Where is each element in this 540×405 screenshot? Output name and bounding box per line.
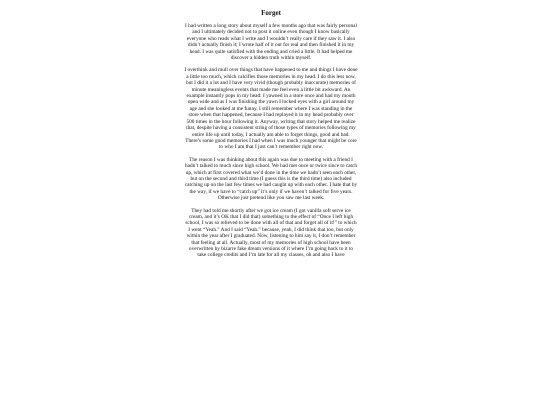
paragraph: The reason I was thinking about this again was due to meeting with a friend I hadn’t talked to much since high school. We had met once or twice since to catch up, which at first covered what we’d done in the time we hadn’t seen each other, but on the second and third time (I guess this is the third time) also included catching up on the last few times we had caught up with each other. I hate that by the way, if we have to “catch up” it’s only if we haven’t talked for five years. Otherwise just pretend like you saw me last week. bbox=[184, 156, 358, 202]
document-title: Forget bbox=[261, 9, 281, 17]
paragraph: They had told me shortly after we got ice cream (I got vanilla soft serve ice cream, and it’s OK that I did that) something to the effect of “Once I left high school, I was so relieved to be done with all of that and forget all of it!” to which I went “Yeah.” And I said “Yeah.” because, yeah, I did think that too, but only within the year after I graduated. Now, listening to him say it, I don’t remember that feeling at all. Actually, most of my memories of high school have been overwritten by bizarre fake dream versions of it where I’m going back to it to take college credits and I’m late for all my classes, oh and also I have bbox=[185, 207, 357, 259]
paragraph: I had written a long story about myself a few months ago that was fairly personal and I ultimately decided not to post it online even though I know basically everyone who reads what I write and I wouldn’t really care if they saw it. I also didn’t actually finish it; I wrote half of it out for real and then finished it in my head. I was quite satisfied with the ending and cried a little. It had helped me discover a hidden truth within myself. bbox=[185, 23, 357, 62]
document-body bbox=[184, 9, 358, 265]
paragraph: I overthink and mull over things that have happened to me and things I have done a little too much, which calcifies those memories in my head. I do this less now, but I did it a lot and I have very vivid (though probably inaccurate) memories of minute meaningless events that made me feel even a little bit awkward. An example instantly pops in my head: I yawned in a store once and had my mouth open wide and as I was finishing the yawn I locked eyes with a girl around my age and she looked at me funny. I still remember where I was standing in the store when that happened, because I had replayed it in my head probably over 500 times in the hour following it. Anyway, writing that story helped me realize that, despite having a consistent string of those types of memories following my entire life up until today, I actually am able to forget things, good and bad. There’s some good memories I had when I was much younger that might be core to who I am that I just can’t remember right now. bbox=[184, 67, 358, 151]
